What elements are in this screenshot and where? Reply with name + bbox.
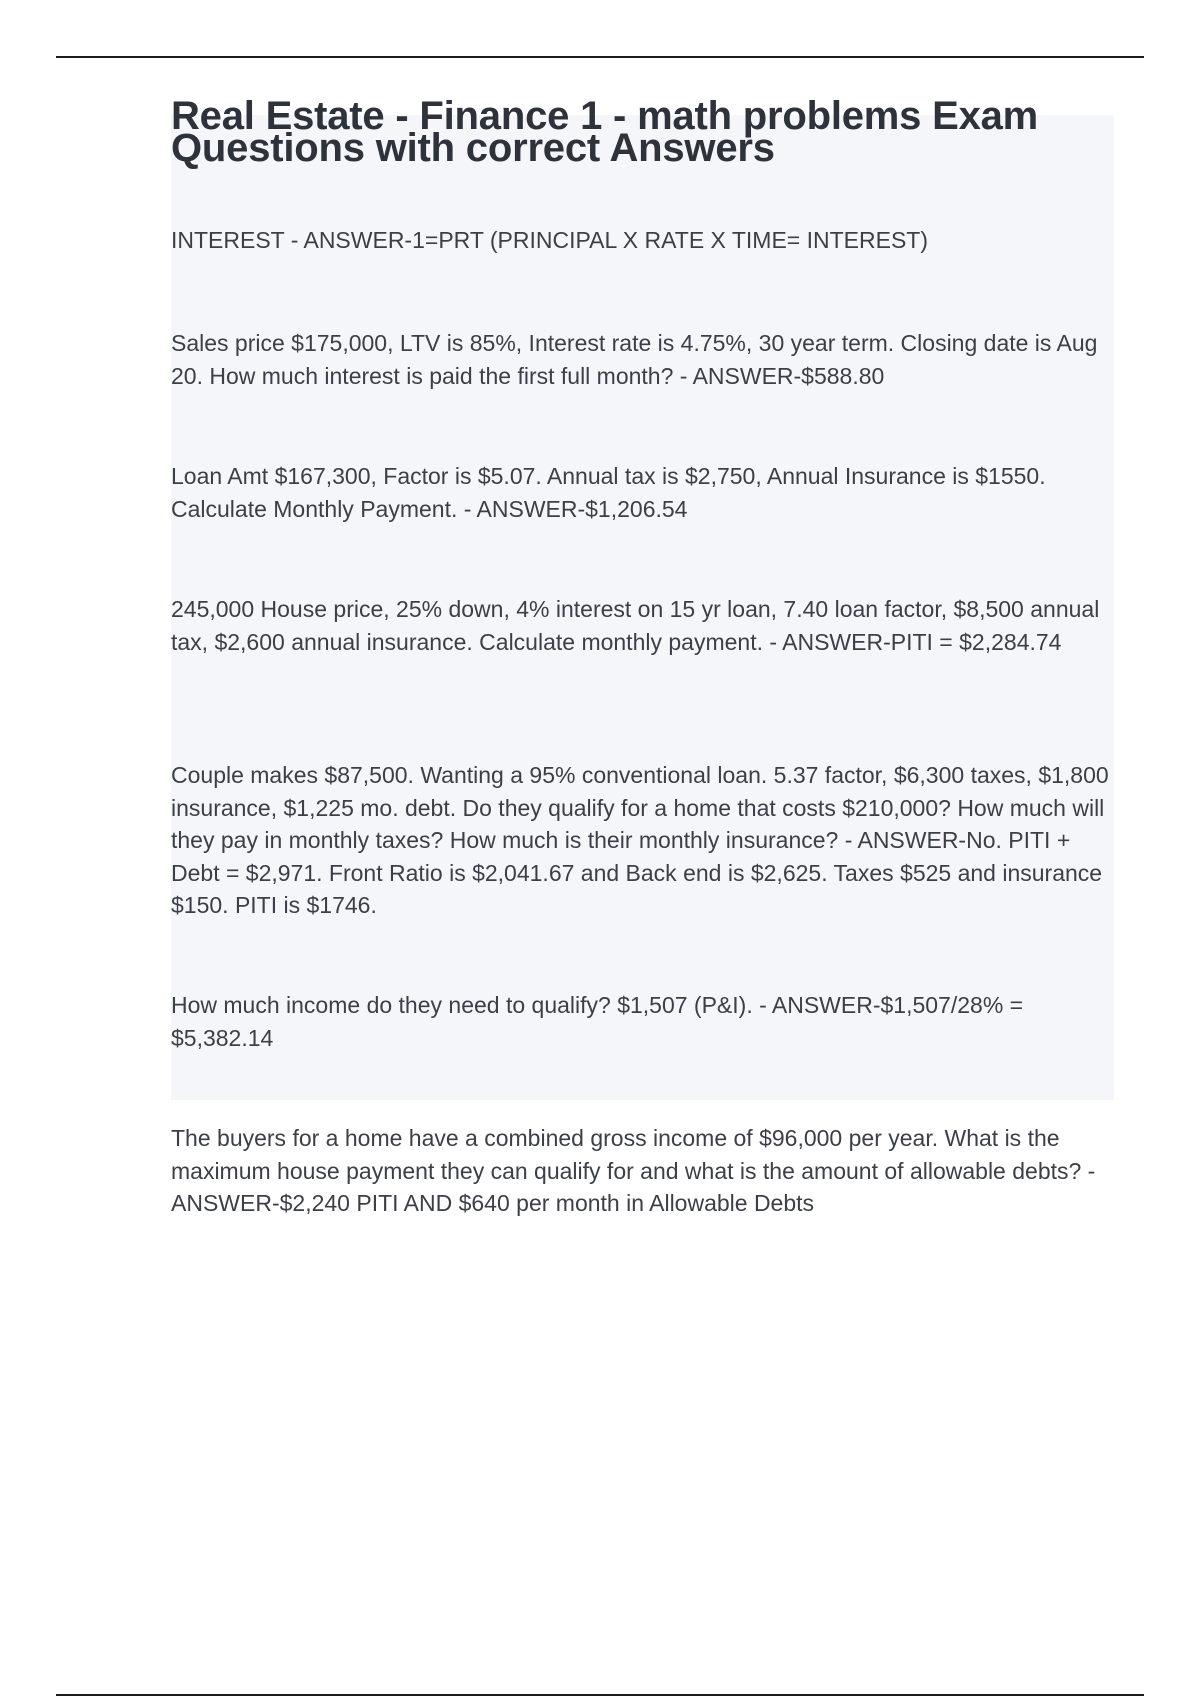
qa-item-income-needed: How much income do they need to qualify? $1,507 (P&I). - ANSWER-$1,507/28% = $5,382.14 — [171, 992, 1024, 1051]
qa-item-monthly-payment: Loan Amt $167,300, Factor is $5.07. Annual tax is $2,750, Annual Insurance is $1550. Calculate Monthly Payment. - ANSWER-$1,206.54 — [171, 463, 1046, 522]
bottom-rule — [56, 1694, 1144, 1696]
page-title: Real Estate - Finance 1 - math problems Exam Questions with correct Answers — [171, 94, 1039, 170]
top-rule — [56, 56, 1144, 58]
qa-item-interest: INTEREST - ANSWER-1=PRT (PRINCIPAL X RATE X TIME= INTEREST) — [171, 227, 929, 253]
qa-item-qualify: Couple makes $87,500. Wanting a 95% conventional loan. 5.37 factor, $6,300 taxes, $1,800 insurance, $1,225 mo. debt. Do they qualify for a home that costs $210,000? How much will they pay in monthly taxes? How much is their monthly insurance? - ANSWER-No. PITI + Debt = $2,971. Front Ratio is $2,041.67 and Back end is $2,625. Taxes $525 and insurance $150. PITI is $1746. — [171, 762, 1109, 918]
qa-item-piti: 245,000 House price, 25% down, 4% interest on 15 yr loan, 7.40 loan factor, $8,500 annual tax, $2,600 annual insurance. Calculate monthly payment. - ANSWER-PITI = $2,284.74 — [171, 596, 1100, 655]
qa-item-max-payment: The buyers for a home have a combined gross income of $96,000 per year. What is the maximum house payment they can qualify for and what is the amount of allowable debts? - ANSWER-$2,240 PITI AND $640 per month in Allowable Debts — [171, 1125, 1096, 1216]
document-body — [171, 94, 1114, 1216]
qa-item-first-month-interest: Sales price $175,000, LTV is 85%, Interest rate is 4.75%, 30 year term. Closing date is Aug 20. How much interest is paid the first full month? - ANSWER-$588.80 — [171, 330, 1098, 389]
